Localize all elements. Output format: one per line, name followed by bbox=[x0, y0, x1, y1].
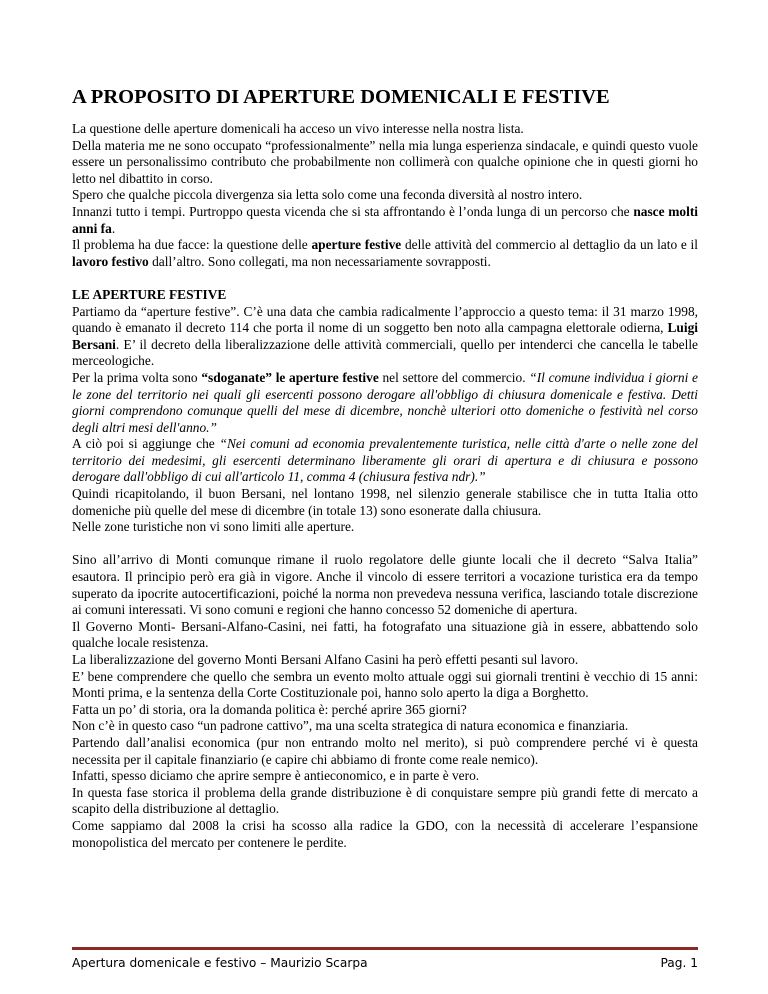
text-run: nel settore del commercio. bbox=[378, 369, 530, 385]
text-run: A ciò poi si aggiunge che bbox=[72, 436, 220, 452]
bold-text: lavoro festivo bbox=[72, 253, 149, 269]
section2-paragraph-9: In questa fase storica il problema della grande distribuzione è di conquistare sempre più grandi fette di mercato a scapito della distribuzione al dettaglio. bbox=[72, 784, 698, 817]
text-run: Innanzi tutto i tempi. Purtroppo questa vicenda che si sta affrontando è l’onda lunga di un percorso che bbox=[72, 203, 634, 219]
section2-paragraph-6: Non c’è in questo caso “un padrone cattivo”, ma una scelta strategica di natura economica e finanziaria. bbox=[72, 718, 629, 734]
document-title: A PROPOSITO DI APERTURE DOMENICALI E FESTIVE bbox=[72, 86, 610, 108]
text-run: . E’ il decreto della liberalizzazione delle attività commerciali, quello per intenderci che cancella le tabelle merceologiche. bbox=[72, 336, 698, 369]
page-footer bbox=[72, 947, 698, 970]
intro-paragraph-1: La questione delle aperture domenicali ha acceso un vivo interesse nella nostra lista. bbox=[72, 121, 524, 136]
paragraph-spacer bbox=[72, 270, 698, 287]
section2-paragraph-1: Sino all’arrivo di Monti comunque rimane il ruolo regolatore delle giunte locali che il decreto “Salva Italia” esautora. Il principio però era già in vigore. Anche il vincolo di essere territori a vocazione turistica era da tempo superato da ipocrite autocertificazioni, poiché la norma non prevedeva nessuna verifica, lasciando totale discrezione ai comuni interessati. Vi sono comuni e regioni che hanno concesso 52 domeniche di apertura. bbox=[72, 552, 698, 618]
text-run: dall’altro. Sono collegati, ma non necessariamente sovrapposti. bbox=[148, 253, 491, 269]
text-run: Partiamo da “aperture festive”. C’è una data che cambia radicalmente l’approccio a questo tema: il 31 marzo 1998, quando è emanato il decreto 114 che porta il nome di un soggetto ben noto alla campagna elettorale odierna, bbox=[72, 303, 698, 336]
text-run: delle attività del commercio al dettaglio da un lato e il bbox=[401, 237, 698, 253]
intro-paragraph-4 bbox=[72, 204, 698, 237]
bold-text: nasce molti anni fa bbox=[72, 203, 699, 236]
section1-paragraph-5: Nelle zone turistiche non vi sono limiti alle aperture. bbox=[72, 519, 355, 535]
paragraph-spacer bbox=[72, 536, 698, 553]
bold-text: “sdoganate” le aperture festive bbox=[201, 369, 379, 385]
footer-document-label: Apertura domenicale e festivo – Maurizio Scarpa bbox=[72, 956, 368, 970]
section2-paragraph-3: La liberalizzazione del governo Monti Bersani Alfano Casini ha però effetti pesanti sul lavoro. bbox=[72, 652, 579, 667]
italic-quote: “Il comune individua i giorni e le zone del territorio nei quali gli esercenti possono derogare all'obbligo di chiusura domenicale e festiva. Detti giorni comprendono comunque quelli del mese di dicembre, nonchè ulteriori otto domeniche o festività nel corso degli altri mesi dell'anno.” bbox=[72, 369, 698, 435]
section2-paragraph-5: Fatta un po’ di storia, ora la domanda politica è: perché aprire 365 giorni? bbox=[72, 701, 467, 717]
bold-text: aperture festive bbox=[311, 237, 402, 253]
section-heading: LE APERTURE FESTIVE bbox=[72, 286, 227, 302]
section2-paragraph-10: Come sappiamo dal 2008 la crisi ha scosso alla radice la GDO, con la necessità di accelerare l’espansione monopolistica del mercato per contenere le perdite. bbox=[72, 817, 698, 850]
page-number: Pag. 1 bbox=[660, 956, 698, 970]
text-run: Il problema ha due facce: la questione delle bbox=[72, 237, 312, 253]
section1-paragraph-2 bbox=[72, 370, 698, 436]
text-run: . bbox=[111, 220, 116, 236]
section1-paragraph-3 bbox=[72, 436, 698, 486]
bold-text: Luigi Bersani bbox=[72, 320, 698, 352]
document-body bbox=[72, 121, 698, 851]
section2-paragraph-7: Partendo dall’analisi economica (pur non entrando molto nel merito), si può comprendere perché vi è questa necessita per il capitale finanziario (e capire chi abbiamo di fronte come reale nemico). bbox=[72, 734, 698, 767]
section2-paragraph-4: E’ bene comprendere che quello che sembra un evento molto attuale oggi sui giornali trentini è vecchio di 15 anni: Monti prima, e la sentenza della Corte Costituzionale poi, hanno solo aperto la diga a Borghetto. bbox=[72, 668, 698, 701]
text-run: Per la prima volta sono bbox=[72, 369, 202, 385]
intro-paragraph-3: Spero che qualche piccola divergenza sia letta solo come una feconda diversità al nostro intero. bbox=[72, 187, 583, 203]
intro-paragraph-2: Della materia me ne sono occupato “professionalmente” nella mia lunga esperienza sindacale, e quindi questo vuole essere un personalissimo contributo che probabilmente non collimerà con qualche opinione che in questi giorni ho letto nel dibattito in corso. bbox=[72, 137, 698, 186]
section2-paragraph-2: Il Governo Monti- Bersani-Alfano-Casini, nei fatti, ha fotografato una situazione già in essere, abbattendo solo qualche locale resistenza. bbox=[72, 618, 698, 651]
italic-quote: “Nei comuni ad economia prevalentemente turistica, nelle città d'arte o nelle zone del territorio dei medesimi, gli esercenti determinano liberamente gli orari di apertura e di chiusura e possono derogare dall'obbligo di cui all'articolo 11, comma 4 (chiusura festiva ndr).” bbox=[72, 436, 698, 485]
intro-paragraph-5 bbox=[72, 237, 698, 270]
section1-paragraph-4: Quindi ricapitolando, il buon Bersani, nel lontano 1998, nel silenzio generale stabilisce che in tutta Italia otto domeniche più quelle del mese di dicembre (in totale 13) sono esonerate dalla chiusura. bbox=[72, 486, 698, 518]
section2-paragraph-8: Infatti, spesso diciamo che aprire sempre è antieconomico, e in parte è vero. bbox=[72, 768, 480, 784]
section1-paragraph-1 bbox=[72, 304, 698, 370]
